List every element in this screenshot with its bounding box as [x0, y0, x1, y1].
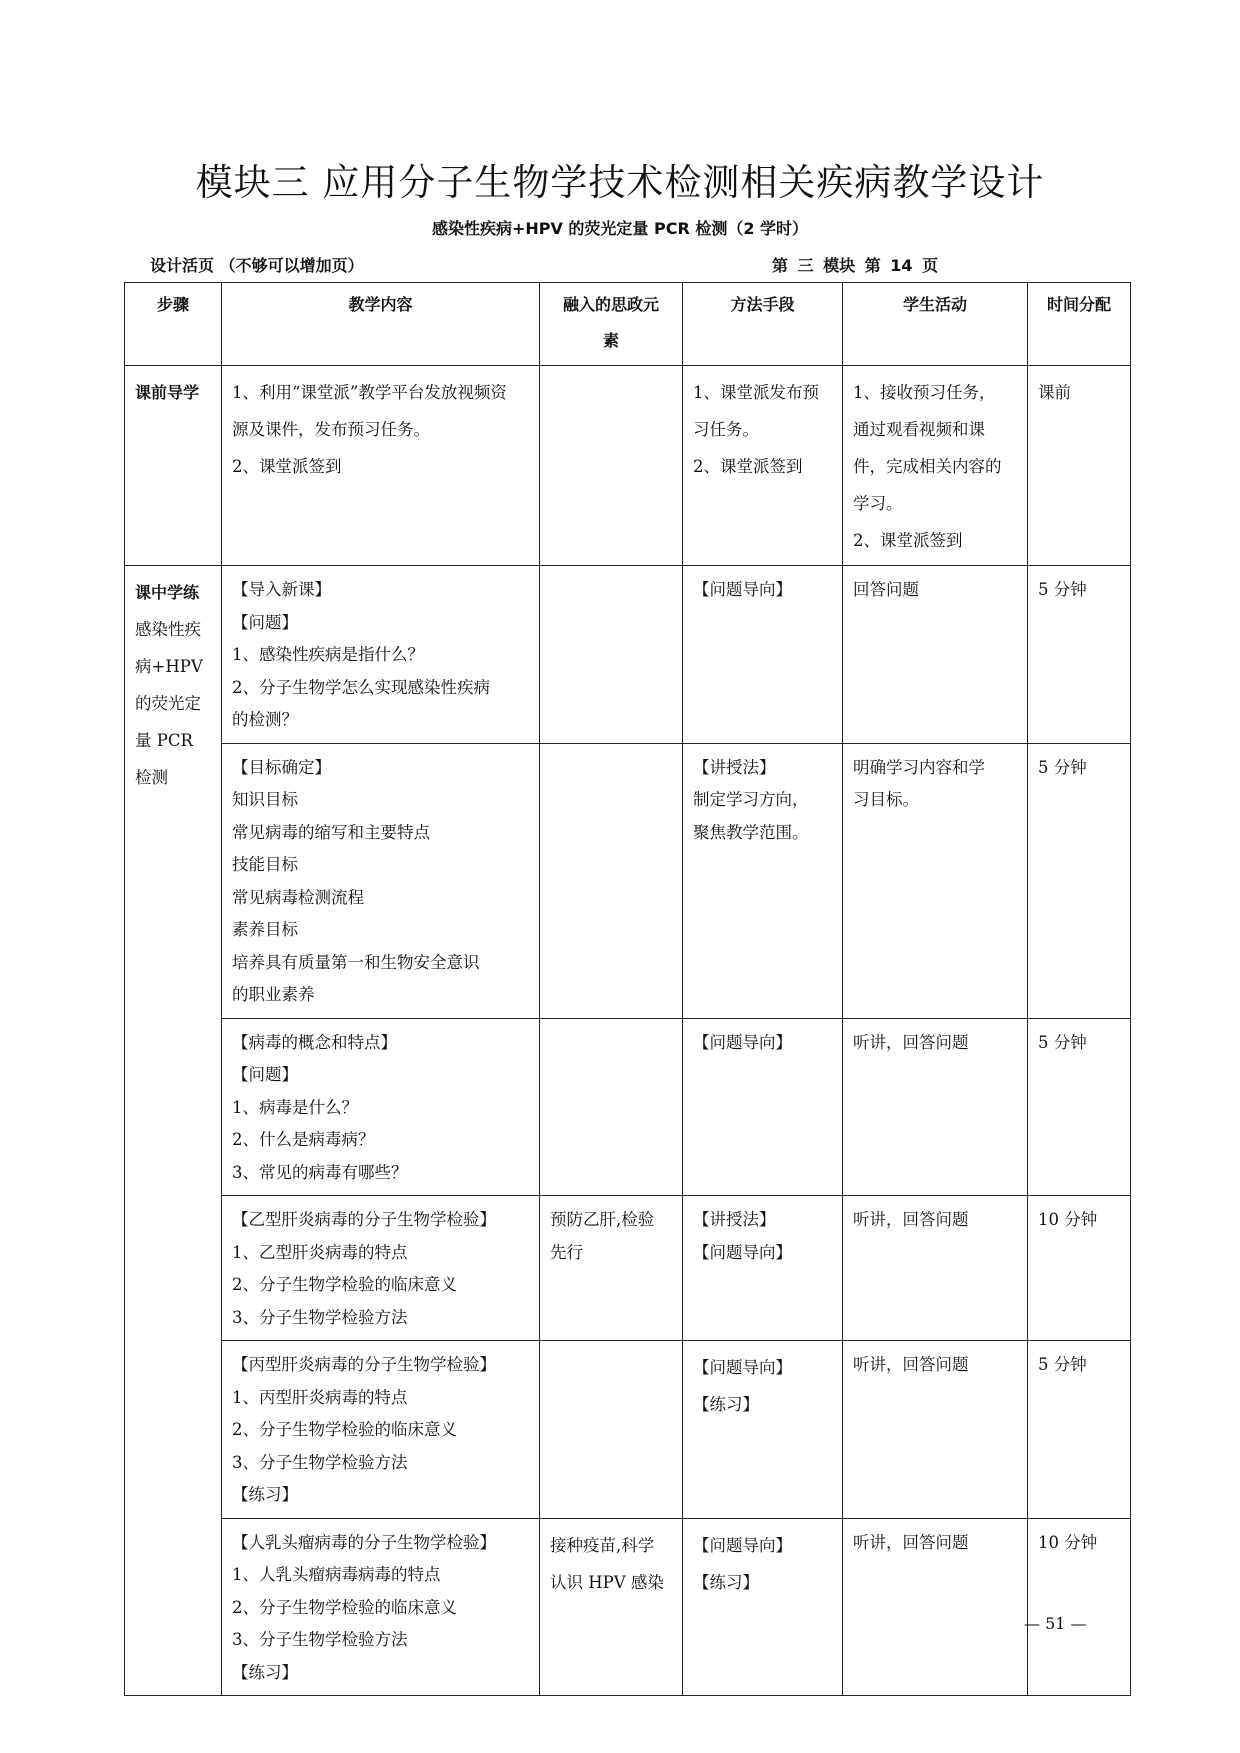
stage-label: 课前导学: [135, 383, 200, 402]
header-student: 学生活动: [843, 283, 1028, 366]
content-line: 1、丙型肝炎病毒的特点: [232, 1387, 408, 1407]
student-line: 学习。: [853, 494, 903, 513]
time-value: 10 分钟: [1038, 1532, 1098, 1552]
content-line: 【导入新课】: [232, 580, 331, 599]
cell-stage-pre-class: [125, 366, 222, 566]
student-line: 回答问题: [853, 580, 919, 599]
content-line: 知识目标: [232, 790, 298, 809]
cell-student: [843, 1018, 1028, 1196]
content-line: 2、分子生物学怎么实现感染性疾病: [232, 677, 490, 697]
table-row: [125, 1518, 1131, 1696]
content-line: 的检测？: [232, 710, 298, 729]
page-number: — 51 —: [1024, 1614, 1087, 1633]
ideology-line: 接种疫苗,科学: [550, 1535, 655, 1555]
cell-time: [1028, 566, 1131, 744]
content-line: 技能目标: [232, 855, 298, 874]
cell-method: [683, 1196, 843, 1341]
content-line: 3、分子生物学检验方法: [232, 1630, 408, 1649]
time-value: 课前: [1038, 383, 1071, 402]
student-line: 通过观看视频和课: [853, 420, 985, 439]
stage-label: 课中学练: [135, 583, 200, 602]
method-line: 【讲授法】: [693, 757, 776, 777]
content-line: 3、常见的病毒有哪些？: [232, 1162, 408, 1182]
method-line: 2、课堂派签到: [693, 457, 803, 476]
stage-sub-line: 的荧光定: [135, 694, 201, 713]
content-line: 常见病毒的缩写和主要特点: [232, 822, 430, 842]
cell-student: [843, 1196, 1028, 1341]
content-line: 2、分子生物学检验的临床意义: [232, 1275, 457, 1294]
student-line: 听讲，回答问题: [853, 1532, 969, 1552]
content-line: 3、分子生物学检验方法: [232, 1307, 408, 1327]
method-line: 【讲授法】: [693, 1210, 776, 1229]
content-line: 1、利用“课堂派”教学平台发放视频资: [232, 383, 507, 402]
cell-content: [222, 1518, 540, 1696]
cell-method: [683, 1518, 843, 1696]
content-line: 素养目标: [232, 920, 298, 939]
stage-sub-line: 检测: [135, 768, 168, 787]
table-row: [125, 1196, 1131, 1341]
lesson-subtitle: 感染性疾病+HPV 的荧光定量 PCR 检测（2 学时）: [431, 219, 809, 238]
module-page-label: 第 三 模块 第 14 页: [772, 256, 939, 275]
method-line: 【问题导向】: [693, 1358, 792, 1377]
table-header-row: [125, 283, 1131, 366]
method-line: 【练习】: [693, 1395, 759, 1414]
cell-ideology: [540, 1518, 683, 1696]
cell-student: [843, 566, 1028, 744]
content-line: 【乙型肝炎病毒的分子生物学检验】: [232, 1210, 496, 1229]
design-page-label: 设计活页 （不够可以增加页）: [150, 256, 364, 275]
stage-sub-line: 感染性疾: [135, 620, 201, 639]
ideology-line: 先行: [550, 1242, 583, 1262]
time-value: 5 分钟: [1038, 757, 1087, 777]
student-line: 听讲，回答问题: [853, 1355, 969, 1374]
content-line: 【目标确定】: [232, 757, 331, 777]
cell-method: [683, 366, 843, 566]
cell-content: [222, 1196, 540, 1341]
student-line: 听讲，回答问题: [853, 1210, 969, 1229]
cell-method: [683, 1341, 843, 1519]
cell-student: [843, 1341, 1028, 1519]
student-line: 明确学习内容和学: [853, 757, 985, 777]
cell-content: [222, 1018, 540, 1196]
content-line: 2、分子生物学检验的临床意义: [232, 1420, 457, 1439]
cell-content: [222, 1341, 540, 1519]
method-line: 聚焦教学范围。: [693, 822, 809, 842]
content-line: 常见病毒检测流程: [232, 887, 364, 907]
time-value: 5 分钟: [1038, 580, 1087, 599]
content-line: 2、分子生物学检验的临床意义: [232, 1597, 457, 1617]
time-value: 10 分钟: [1038, 1210, 1098, 1229]
cell-content: [222, 566, 540, 744]
student-line: 2、课堂派签到: [853, 531, 963, 550]
cell-time: [1028, 366, 1131, 566]
table-row: [125, 1018, 1131, 1196]
content-line: 3、分子生物学检验方法: [232, 1452, 408, 1472]
content-line: 1、病毒是什么？: [232, 1097, 358, 1117]
time-value: 5 分钟: [1038, 1355, 1087, 1374]
cell-time: [1028, 1018, 1131, 1196]
cell-ideology: [540, 1341, 683, 1519]
cell-time: [1028, 743, 1131, 1018]
cell-ideology: [540, 1196, 683, 1341]
content-line: 【练习】: [232, 1662, 298, 1682]
cell-method: [683, 743, 843, 1018]
content-line: 【问题】: [232, 612, 298, 632]
method-line: 习任务。: [693, 420, 759, 439]
content-line: 【病毒的概念和特点】: [232, 1032, 397, 1052]
cell-student: [843, 743, 1028, 1018]
content-line: 【丙型肝炎病毒的分子生物学检验】: [232, 1355, 496, 1374]
student-line: 1、接收预习任务，: [853, 383, 996, 402]
cell-time: [1028, 1196, 1131, 1341]
table-row: [125, 743, 1131, 1018]
cell-content: [222, 743, 540, 1018]
content-line: 1、乙型肝炎病毒的特点: [232, 1242, 408, 1262]
cell-ideology: [540, 1018, 683, 1196]
content-line: 【问题】: [232, 1065, 298, 1084]
cell-ideology: [540, 743, 683, 1018]
table-row: [125, 1341, 1131, 1519]
method-line: 【问题导向】: [693, 1032, 792, 1052]
content-line: 2、什么是病毒病？: [232, 1130, 375, 1149]
content-line: 2、课堂派签到: [232, 457, 342, 476]
header-step: 步骤: [125, 283, 222, 366]
cell-stage-in-class: [125, 566, 222, 1696]
content-line: 1、感染性疾病是指什么？: [232, 645, 424, 664]
cell-method: [683, 1018, 843, 1196]
header-ideology-line2: 素: [602, 331, 619, 350]
lesson-plan-table: [124, 282, 1131, 1696]
content-line: 【人乳头瘤病毒的分子生物学检验】: [232, 1532, 496, 1552]
method-line: 制定学习方向，: [693, 790, 809, 809]
student-line: 听讲，回答问题: [853, 1032, 969, 1052]
header-method: 方法手段: [683, 283, 843, 366]
stage-sub-line: 病+HPV: [135, 657, 203, 676]
content-line: 的职业素养: [232, 985, 315, 1004]
header-content: 教学内容: [222, 283, 540, 366]
table-row-pre-class: [125, 366, 1131, 566]
content-line: 【练习】: [232, 1485, 298, 1504]
method-line: 【问题导向】: [693, 1535, 792, 1555]
header-ideology: [540, 283, 683, 366]
cell-time: [1028, 1518, 1131, 1696]
cell-student: [843, 1518, 1028, 1696]
cell-content: [222, 366, 540, 566]
cell-method: [683, 566, 843, 744]
table-row: [125, 566, 1131, 744]
cell-student: [843, 366, 1028, 566]
method-line: 【问题导向】: [693, 1242, 792, 1262]
ideology-line: 预防乙肝,检验: [550, 1210, 655, 1229]
cell-time: [1028, 1341, 1131, 1519]
method-line: 【练习】: [693, 1572, 759, 1592]
method-line: 【问题导向】: [693, 580, 792, 599]
student-line: 件，完成相关内容的: [853, 457, 1002, 476]
cell-ideology: [540, 366, 683, 566]
content-line: 1、人乳头瘤病毒病毒的特点: [232, 1565, 441, 1584]
method-line: 1、课堂派发布预: [693, 383, 819, 402]
content-line: 培养具有质量第一和生物安全意识: [232, 952, 480, 972]
time-value: 5 分钟: [1038, 1032, 1087, 1052]
cell-ideology: [540, 566, 683, 744]
ideology-line: 认识 HPV 感染: [550, 1572, 664, 1592]
stage-sub-line: 量 PCR: [135, 731, 193, 750]
page-title: 模块三 应用分子生物学技术检测相关疾病教学设计: [195, 161, 1045, 204]
header-time: 时间分配: [1028, 283, 1131, 366]
content-line: 源及课件，发布预习任务。: [232, 420, 430, 439]
header-ideology-line1: 融入的思政元: [562, 295, 659, 314]
student-line: 习目标。: [853, 790, 919, 809]
